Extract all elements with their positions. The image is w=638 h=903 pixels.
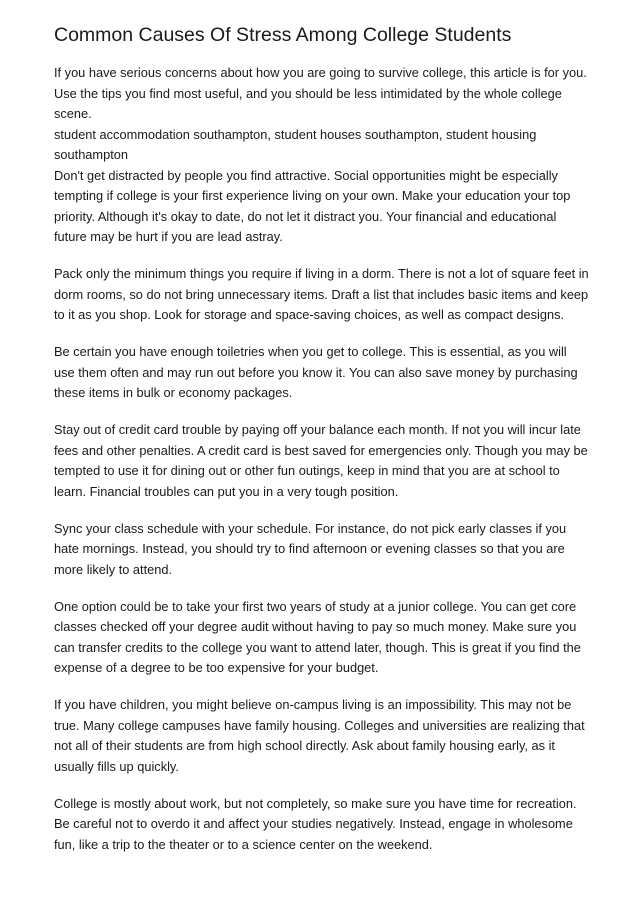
intro-paragraph [54, 63, 590, 248]
keywords-line: student accommodation southampton, student houses southampton, student housing southampton [54, 126, 537, 163]
paragraph-dorm: Pack only the minimum things you require if living in a dorm. There is not a lot of square feet in dorm rooms, so do not bring unnecessary items. Draft a list that includes basic items and keep to it as you shop. Look for storage and space-saving choices, as well as compact designs. [54, 266, 589, 323]
paragraph-family-housing: If you have children, you might believe on-campus living is an impossibility. This may not be true. Many college campuses have family housing. Colleges and universities are realizing that not all of their students are from high school directly. Ask about family housing early, as it usually fills up quickly. [54, 697, 585, 774]
document-title: Common Causes Of Stress Among College Students [54, 24, 512, 46]
paragraph-junior-college: One option could be to take your first two years of study at a junior college. You can get core classes checked off your degree audit without having to pay so much money. Make sure you can transfer credits to the college you want to attend later, though. This is great if you find the expense of a degree to be too expensive for your budget. [54, 598, 581, 676]
paragraph-schedule: Sync your class schedule with your schedule. For instance, do not pick early classes if you hate mornings. Instead, you should try to find afternoon or evening classes so that you are more likely to attend. [54, 520, 567, 577]
paragraph-credit-card: Stay out of credit card trouble by paying off your balance each month. If not you will incur late fees and other penalties. A credit card is best saved for emergencies only. Though you may be tempted to use it for dining out or other fun outings, keep in mind that you are at school to learn. Financial troubles can put you in a very tough position. [54, 422, 588, 499]
document-page [54, 24, 590, 872]
intro-text: If you have serious concerns about how you are going to survive college, this article is for you. Use the tips you find most useful, and you should be less intimidated by the whole college scene. [54, 65, 587, 122]
paragraph-toiletries: Be certain you have enough toiletries when you get to college. This is essential, as you will use them often and may run out before you know it. You can also save money by purchasing these items in bulk or economy packages. [54, 344, 578, 401]
paragraph-recreation: College is mostly about work, but not completely, so make sure you have time for recreation. Be careful not to overdo it and affect your studies negatively. Instead, engage in wholesome fun, like a trip to the theater or to a science center on the weekend. [54, 795, 577, 852]
intro-continuation: Don't get distracted by people you find attractive. Social opportunities might be especially tempting if college is your first experience living on your own. Make your education your top priority. Although it's okay to date, do not let it distract you. Your financial and educational future may be hurt if you are lead astray. [54, 167, 571, 245]
